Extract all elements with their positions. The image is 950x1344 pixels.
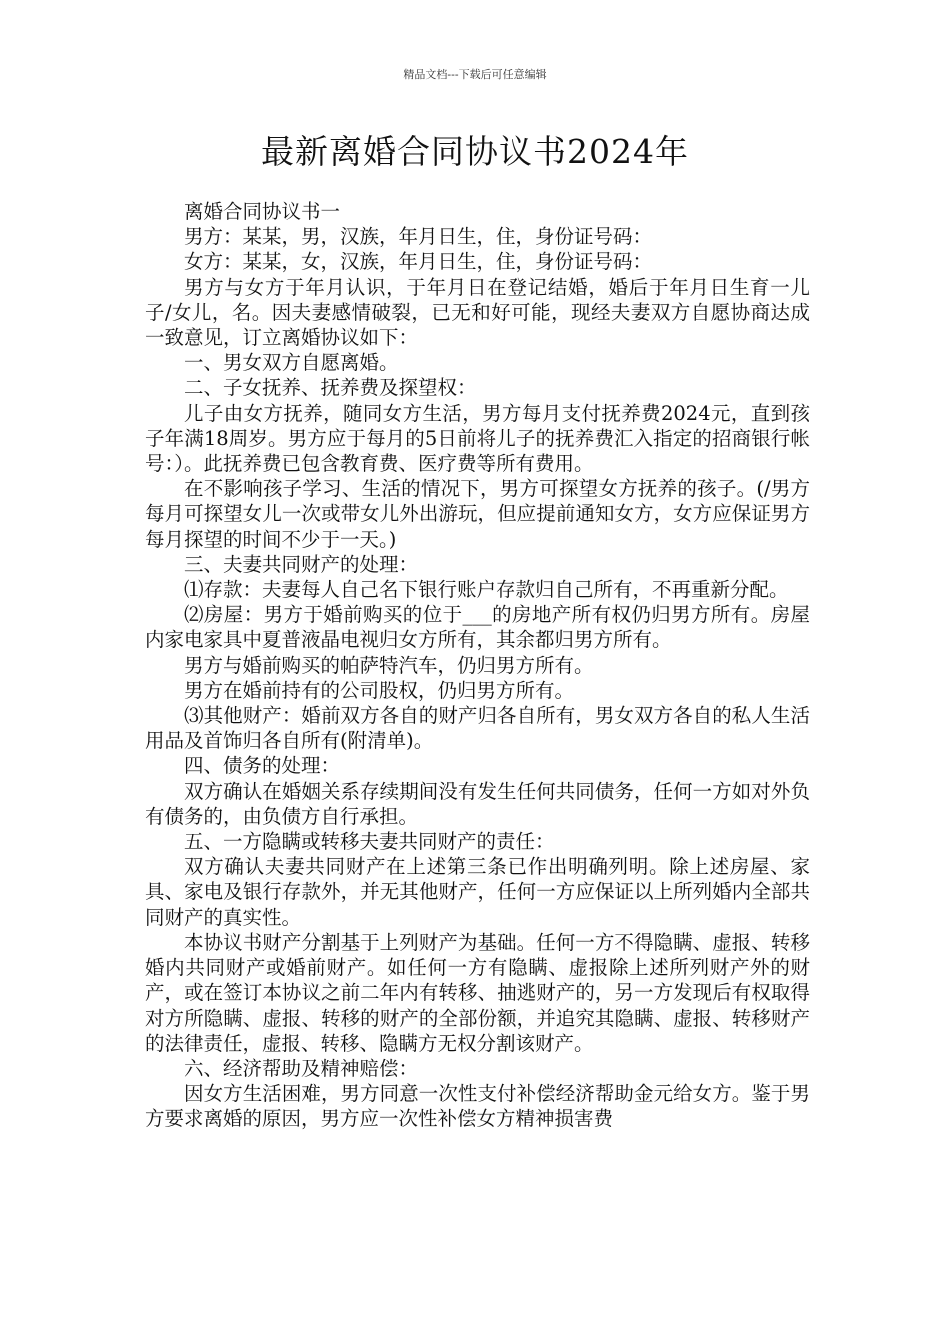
paragraph: ⑶其他财产：婚前双方各自的财产归各自所有，男女双方各自的私人生活用品及首饰归各自所有(附清单)。 bbox=[145, 704, 810, 753]
paragraph: 儿子由女方抚养，随同女方生活，男方每月支付抚养费2024元，直到孩子年满18周岁。男方应于每月的5日前将儿子的抚养费汇入指定的招商银行帐号：）。此抚养费已包含教育费、医疗费等所有费用。 bbox=[145, 401, 810, 476]
paragraph: ⑵房屋：男方于婚前购买的位于___的房地产所有权仍归男方所有。房屋内家电家具中夏普液晶电视归女方所有，其余都归男方所有。 bbox=[145, 603, 810, 652]
paragraph: 在不影响孩子学习、生活的情况下，男方可探望女方抚养的孩子。(/男方每月可探望女儿一次或带女儿外出游玩，但应提前通知女方，女方应保证男方每月探望的时间不少于一天。) bbox=[145, 477, 810, 551]
paragraph: 因女方生活困难，男方同意一次性支付补偿经济帮助金元给女方。鉴于男方要求离婚的原因，男方应一次性补偿女方精神损害费 bbox=[145, 1082, 810, 1131]
paragraph: 二、子女抚养、抚养费及探望权： bbox=[184, 376, 477, 400]
paragraph: 三、夫妻共同财产的处理： bbox=[184, 552, 419, 576]
paragraph: 本协议书财产分割基于上列财产为基础。任何一方不得隐瞒、虚报、转移婚内共同财产或婚前财产。如任何一方有隐瞒、虚报除上述所列财产外的财产，或在签订本协议之前二年内有转移、抽逃财产的，另一方发现后有权取得对方所隐瞒、虚报、转移的财产的全部份额，并追究其隐瞒、虚报、转移财产的法律责任，虚报、转移、隐瞒方无权分割该财产。 bbox=[145, 930, 810, 1055]
document-body bbox=[145, 199, 810, 1132]
paragraph: 六、经济帮助及精神赔偿： bbox=[184, 1056, 419, 1080]
paragraph: 离婚合同协议书一 bbox=[184, 200, 341, 223]
paragraph: 双方确认夫妻共同财产在上述第三条已作出明确列明。除上述房屋、家具、家电及银行存款外，并无其他财产，任何一方应保证以上所列婚内全部共同财产的真实性。 bbox=[145, 855, 810, 929]
paragraph: 男方在婚前持有的公司股权，仍归男方所有。 bbox=[184, 678, 575, 702]
paragraph: 一、男女双方自愿离婚。 bbox=[184, 351, 399, 375]
paragraph: 男方与女方于年月认识，于年月日在登记结婚，婚后于年月日生育一儿子/女儿，名。因夫妻感情破裂，已无和好可能，现经夫妻双方自愿协商达成一致意见，订立离婚协议如下： bbox=[145, 275, 810, 350]
paragraph: 男方：某某，男，汉族，年月日生，住，身份证号码： bbox=[184, 225, 653, 249]
paragraph: 男方与婚前购买的帕萨特汽车，仍归男方所有。 bbox=[184, 653, 594, 677]
paragraph: 双方确认在婚姻关系存续期间没有发生任何共同债务，任何一方如对外负有债务的，由负债方自行承担。 bbox=[145, 779, 810, 828]
paragraph: 五、一方隐瞒或转移夫妻共同财产的责任： bbox=[184, 830, 555, 854]
paragraph: 四、债务的处理： bbox=[184, 754, 341, 778]
header-note: 精品文档---下载后可任意编辑 bbox=[403, 68, 547, 81]
paragraph: ⑴存款：夫妻每人自己名下银行账户存款归自己所有，不再重新分配。 bbox=[184, 578, 789, 602]
document-title: 最新离婚合同协议书2024年 bbox=[261, 132, 689, 171]
paragraph: 女方：某某，女，汉族，年月日生，住，身份证号码： bbox=[184, 250, 653, 274]
